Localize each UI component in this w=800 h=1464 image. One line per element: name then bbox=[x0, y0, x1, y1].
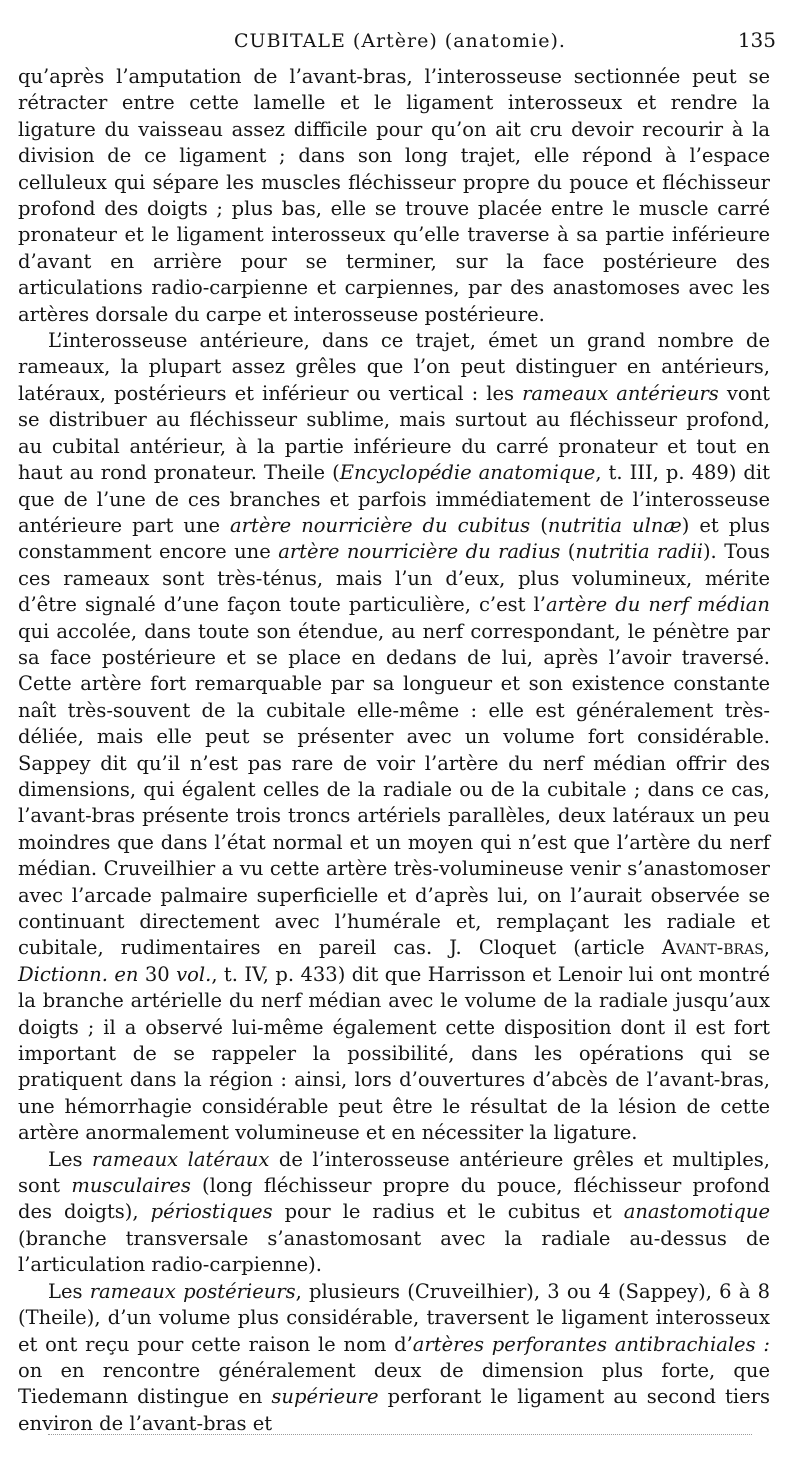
text-run: , t. III, p. 489) dit que de l’une de ces branches et parfois immédiatement de l’interosseuse antérieure part une bbox=[18, 461, 770, 537]
italic-text-run: nutritia ulnæ bbox=[547, 513, 682, 537]
italic-text-run: rameaux latéraux bbox=[91, 1147, 270, 1171]
text-run: (branche transversale s’anastomosant avec la radiale au-dessus de l’articulation radio-carpienne). bbox=[18, 1226, 770, 1277]
text-run: ) et plus constamment encore une bbox=[18, 513, 771, 564]
text-run: perforant le ligament au second tiers environ de l’avant-bras et bbox=[18, 1385, 770, 1435]
italic-text-run: Encyclopédie anatomique bbox=[339, 461, 596, 485]
italic-text-run: artère nourricière du radius bbox=[278, 540, 561, 564]
text-run: ( bbox=[560, 540, 576, 564]
text-run: qui accolée, dans toute son étendue, au nerf correspondant, le pénètre par sa face postérieure et se place en dedans de lui, après l’avoir traversé. Cette artère fort remarquable par sa longueur et son existence constante naît très-souvent de la cubitale elle-même : elle est généralement très-déliée, mais elle peut se présenter avec un volume fort considérable. Sappey dit qu’il n’est pas rare de voir l’artère du nerf médian offrir des dimensions, qui égalent celles de la radiale ou de la cubitale ; dans ce cas, l’avant-bras présente trois troncs artériels parallèles, deux latéraux un peu moindres que dans l’état normal et un moyen qui n’est que l’artère du nerf médian. Cruveilhier a vu cette artère très-volumineuse venir s’anastomoser avec l’arcade palmaire superficielle et d’après lui, on l’aurait observée se continuant directement avec l’humérale et, remplaçant les radiale et cubitale, rudimentaires en pareil cas. J. Cloquet (article bbox=[18, 619, 770, 960]
text-run: L’interosseuse antérieure, dans ce trajet, émet un grand nombre de rameaux, la plupart assez grêles que l’on peut distinguer en antérieurs, latéraux, postérieurs et inférieur ou vertical : les bbox=[18, 329, 770, 405]
italic-text-run: nutritia radii bbox=[575, 540, 703, 564]
text-run: on en rencontre généralement deux de dimension plus forte, que Tiedemann distingue en bbox=[18, 1358, 770, 1409]
text-run: pour le radius et le cubitus et bbox=[272, 1200, 624, 1224]
italic-text-run: rameaux antérieurs bbox=[522, 381, 719, 405]
italic-text-run: anastomotique bbox=[623, 1200, 770, 1224]
text-run: ( bbox=[530, 513, 548, 537]
text-run: , bbox=[763, 936, 770, 960]
text-run: , t. IV, p. 433) dit que Harrisson et Lenoir lui ont montré la branche artérielle du nerf médian avec le volume de la radiale jusqu’aux doigts ; il a observé lui-même également cette disposition dont il est fort important de se rappeler la possibilité, dans les opérations qui se pratiquent dans la région : ainsi, lors d’ouvertures d’abcès de l’avant-bras, une hémorrhagie considérable peut être le résultat de la lésion de cette artère anormalement volumineuse et en nécessiter la ligature. bbox=[18, 962, 770, 1145]
paragraph-3 bbox=[18, 1147, 770, 1279]
text-run: Les bbox=[48, 1279, 90, 1303]
text-run: de l’interosseuse antérieure grêles et multiples, sont bbox=[18, 1147, 770, 1198]
text-run: qu’après l’amputation de l’avant-bras, l’interosseuse sectionnée peut se rétracter entre cette lamelle et le ligament interosseux et rendre la ligature du vaisseau assez difficile pour qu’on ait cru devoir recourir à la division de ce ligament ; dans son long trajet, elle répond à l’espace celluleux qui sépare les muscles fléchisseur propre du pouce et fléchisseur profond des doigts ; plus bas, elle se trouve placée entre le muscle carré pronateur et le ligament interosseux qu’elle traverse à sa partie inférieure d’avant en arrière pour se terminer, sur la face postérieure des articulations radio-carpienne et carpiennes, par des anastomoses avec les artères dorsale du carpe et interosseuse postérieure. bbox=[18, 65, 770, 326]
paragraph-4 bbox=[18, 1279, 770, 1437]
italic-text-run: artère du nerf médian bbox=[545, 593, 770, 617]
text-run: , plusieurs (Cruveilhier), 3 ou 4 (Sappey), 6 à 8 (Theile), d’un volume plus considérable, traversent le ligament interosseux et ont reçu pour cette raison le nom d’ bbox=[18, 1279, 770, 1356]
paragraph-1 bbox=[18, 64, 770, 328]
italic-text-run: vol. bbox=[176, 962, 212, 986]
page-header bbox=[18, 30, 782, 58]
italic-text-run: supérieure bbox=[271, 1385, 379, 1409]
text-run: 30 bbox=[138, 962, 177, 986]
running-head: CUBITALE (Artère) (anatomie). bbox=[234, 30, 566, 52]
footer-dotted-rule bbox=[48, 1434, 752, 1435]
italic-text-run: Dictionn. en bbox=[18, 962, 139, 986]
text-run: vont se distribuer au fléchisseur sublime, mais surtout au fléchisseur profond, au cubital antérieur, à la partie inférieure du carré pronateur et tout en haut au rond pronateur. Theile ( bbox=[18, 381, 771, 485]
italic-text-run: musculaires bbox=[71, 1174, 191, 1198]
italic-text-run: artère nourricière du cubitus bbox=[230, 513, 531, 537]
text-run: Les bbox=[48, 1147, 92, 1171]
page-number: 135 bbox=[737, 28, 776, 52]
text-run: ). Tous ces rameaux sont très-ténus, mais l’un d’eux, plus volumineux, mérite d’être signalé d’une façon toute particulière, c’est l’ bbox=[18, 540, 771, 617]
italic-text-run: périostiques bbox=[150, 1200, 273, 1224]
small-caps-text-run: Avant-bras bbox=[661, 936, 764, 960]
text-run: (long fléchisseur propre du pouce, fléchisseur profond des doigts), bbox=[18, 1174, 771, 1224]
italic-text-run: artères perforantes antibrachiales : bbox=[412, 1332, 770, 1356]
italic-text-run: rameaux postérieurs bbox=[89, 1279, 296, 1303]
paragraph-2 bbox=[18, 328, 770, 1147]
body-text bbox=[18, 64, 770, 1437]
